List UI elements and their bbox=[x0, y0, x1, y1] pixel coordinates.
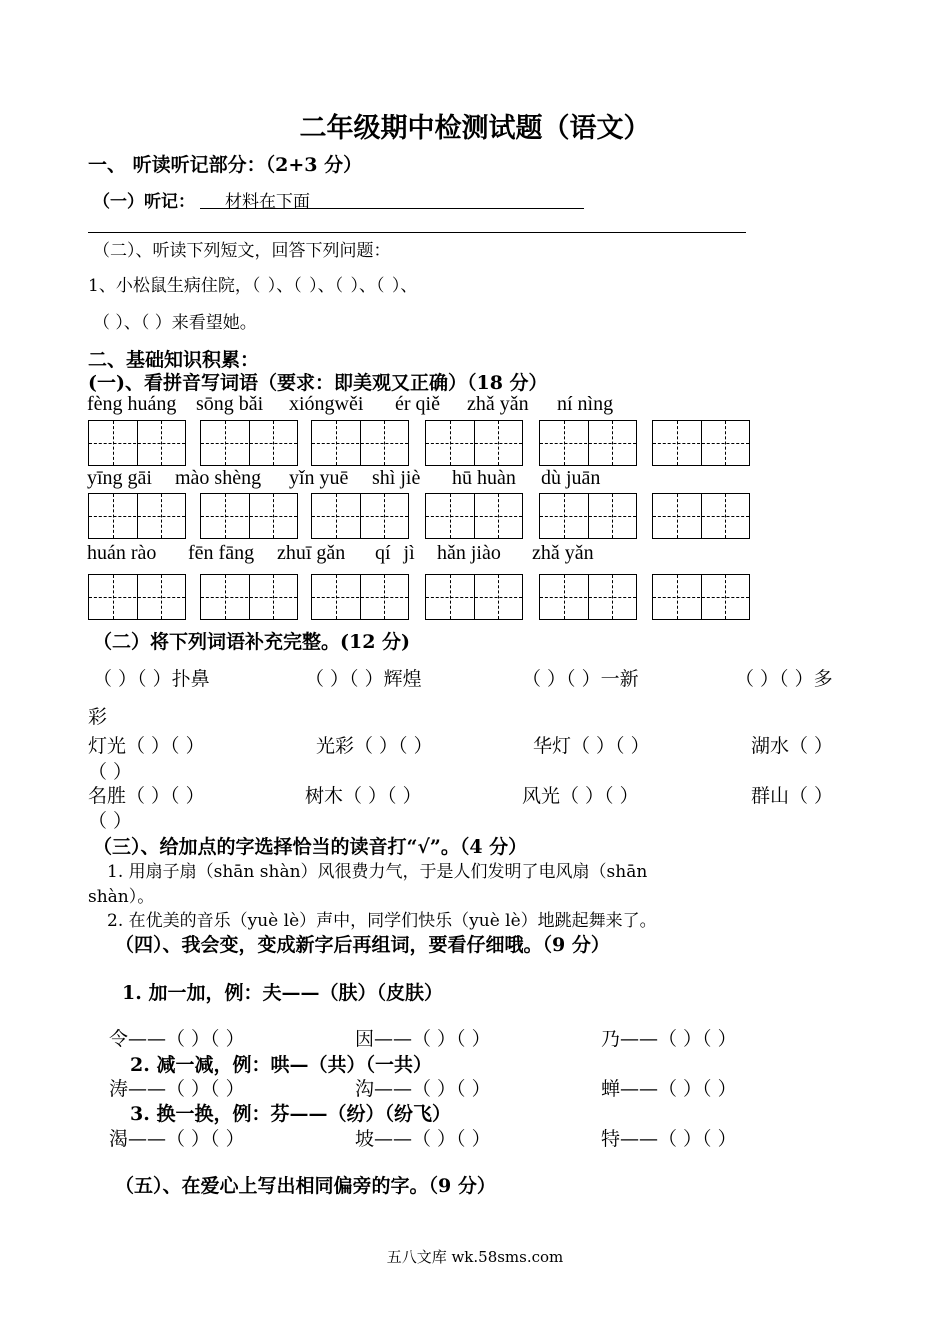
pronunciation-heading: （三）、给加点的字选择恰当的读音打“√”。（4 分） bbox=[93, 836, 528, 858]
pinyin-label: hū huàn bbox=[452, 467, 516, 489]
fill-word-item: 光彩（ ）（ ） bbox=[316, 735, 433, 757]
writing-grid[interactable] bbox=[539, 574, 637, 620]
pinyin-label: fēn fāng bbox=[188, 542, 255, 564]
fill-word-wrap: （ ） bbox=[88, 761, 133, 783]
writing-grid[interactable] bbox=[88, 420, 186, 466]
fill-word-item: （ ）（ ）一新 bbox=[522, 668, 639, 690]
pinyin-label: dù juān bbox=[541, 467, 601, 489]
pinyin-label: huán rào bbox=[87, 542, 157, 564]
page-title: 二年级期中检测试题（语文） bbox=[299, 113, 651, 144]
pinyin-label: yǐn yuē bbox=[289, 467, 349, 489]
transform-sub1: 1. 加一加，例：夫——（肤）（皮肤） bbox=[122, 982, 443, 1004]
transform-item: 坡——（ ）（ ） bbox=[355, 1128, 491, 1150]
transform-item: 渴——（ ）（ ） bbox=[109, 1128, 245, 1150]
writing-grid[interactable] bbox=[652, 574, 750, 620]
fill-words-heading: （二）将下列词语补充完整。(12 分) bbox=[93, 631, 411, 653]
writing-grid[interactable] bbox=[200, 493, 298, 539]
footer-watermark: 五八文库 wk.58sms.com bbox=[386, 1248, 564, 1266]
pinyin-label: mào shèng bbox=[175, 467, 262, 489]
pinyin-label: zhǎ yǎn bbox=[467, 393, 529, 415]
writing-grid[interactable] bbox=[425, 420, 523, 466]
writing-grid[interactable] bbox=[200, 574, 298, 620]
part2-heading: （二）、听读下列短文，回答下列问题： bbox=[93, 241, 391, 261]
transform-item: 特——（ ）（ ） bbox=[601, 1128, 737, 1150]
fill-word-item: （ ）（ ）辉煌 bbox=[305, 668, 422, 690]
transform-sub2: 2. 减一减，例：哄—（共）（一共） bbox=[130, 1054, 432, 1076]
pinyin-label: hǎn jiào bbox=[437, 542, 501, 564]
divider-line bbox=[88, 232, 746, 233]
pinyin-part-heading: (一)、看拼音写词语（要求：即美观又正确）（18 分） bbox=[88, 372, 548, 394]
fill-word-wrap: （ ） bbox=[88, 810, 133, 832]
pinyin-label: ní nìng bbox=[557, 393, 614, 415]
pronunciation-q1-line1: 1. 用扇子扇（shān shàn）风很费力气，于是人们发明了电风扇（shān bbox=[107, 862, 648, 882]
transform-item: 乃——（ ）（ ） bbox=[601, 1028, 737, 1050]
writing-grid[interactable] bbox=[88, 574, 186, 620]
part1-label: （一）听记： bbox=[93, 192, 195, 212]
fill-word-item: 灯光（ ）（ ） bbox=[88, 735, 205, 757]
fill-word-wrap: 彩 bbox=[88, 706, 108, 728]
answer-underline bbox=[200, 208, 584, 209]
fill-word-item: 风光（ ）（ ） bbox=[522, 785, 639, 807]
pinyin-label: xióngwěi bbox=[289, 393, 364, 415]
pinyin-label: sōng bǎi bbox=[196, 393, 264, 415]
pinyin-label: shì jiè bbox=[372, 467, 421, 489]
writing-grid[interactable] bbox=[652, 493, 750, 539]
pronunciation-q2: 2. 在优美的音乐（yuè lè）声中，同学们快乐（yuè lè）地跳起舞来了。 bbox=[107, 911, 657, 931]
pronunciation-q1-line2: shàn）。 bbox=[88, 887, 155, 907]
transform-sub3: 3. 换一换，例：芬——（纷）（纷飞） bbox=[130, 1103, 451, 1125]
writing-grid[interactable] bbox=[539, 493, 637, 539]
pinyin-label: zhǎ yǎn bbox=[532, 542, 594, 564]
section1-heading: 一、 听读听记部分：（2+3 分） bbox=[88, 154, 363, 176]
pinyin-label: fèng huáng bbox=[87, 393, 177, 415]
transform-item: 沟——（ ）（ ） bbox=[355, 1078, 491, 1100]
fill-word-item: 华灯（ ）（ ） bbox=[533, 735, 650, 757]
transform-heading: （四）、我会变，变成新字后再组词，要看仔细哦。（9 分） bbox=[115, 934, 610, 956]
question-1-line-2: （ ）、（ ）来看望她。 bbox=[93, 313, 257, 333]
pinyin-label: qí jì bbox=[375, 542, 415, 564]
pinyin-label: yīng gāi bbox=[87, 467, 152, 489]
writing-grid[interactable] bbox=[311, 420, 409, 466]
writing-grid[interactable] bbox=[311, 493, 409, 539]
transform-item: 因——（ ）（ ） bbox=[355, 1028, 491, 1050]
writing-grid[interactable] bbox=[652, 420, 750, 466]
writing-grid[interactable] bbox=[425, 493, 523, 539]
transform-item: 蝉——（ ）（ ） bbox=[601, 1078, 737, 1100]
transform-item: 令——（ ）（ ） bbox=[109, 1028, 245, 1050]
writing-grid[interactable] bbox=[88, 493, 186, 539]
fill-word-item: （ ）（ ）扑鼻 bbox=[93, 668, 210, 690]
radical-heading: （五）、在爱心上写出相同偏旁的字。（9 分） bbox=[115, 1175, 496, 1197]
writing-grid[interactable] bbox=[539, 420, 637, 466]
section2-heading: 二、基础知识积累： bbox=[88, 349, 260, 371]
fill-word-item: 名胜（ ）（ ） bbox=[88, 785, 205, 807]
fill-word-item: 树木（ ）（ ） bbox=[305, 785, 422, 807]
fill-word-item: 湖水（ ） bbox=[751, 735, 834, 757]
part1-value: 材料在下面 bbox=[225, 192, 310, 212]
fill-word-item: （ ）（ ）多 bbox=[735, 668, 833, 690]
pinyin-label: ér qiě bbox=[395, 393, 440, 415]
writing-grid[interactable] bbox=[425, 574, 523, 620]
fill-word-item: 群山（ ） bbox=[751, 785, 834, 807]
transform-item: 涛——（ ）（ ） bbox=[109, 1078, 245, 1100]
pinyin-label: zhuī gǎn bbox=[277, 542, 346, 564]
question-1-line-1: 1、小松鼠生病住院，（ ）、（ ）、（ ）、（ ）、 bbox=[88, 276, 418, 296]
writing-grid[interactable] bbox=[311, 574, 409, 620]
writing-grid[interactable] bbox=[200, 420, 298, 466]
